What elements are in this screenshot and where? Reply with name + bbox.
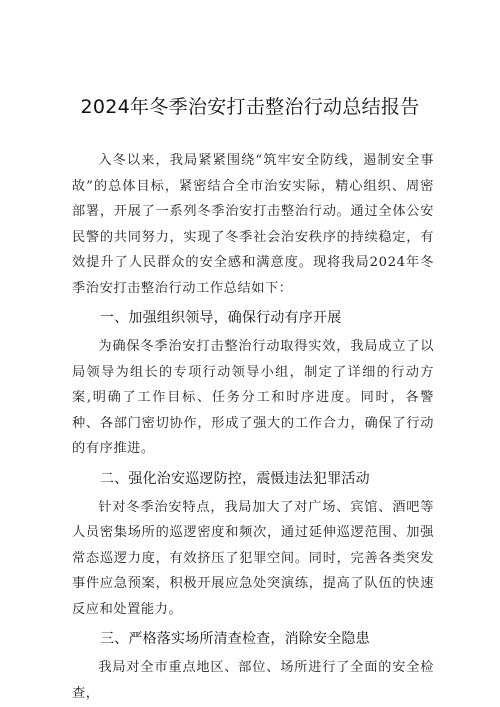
document-title: 2024年冬季治安打击整治行动总结报告 [80, 96, 420, 118]
document-body [72, 148, 434, 706]
section-2 [72, 466, 434, 623]
section-paragraph: 为确保冬季治安打击整治行动取得实效，我局成立了以局领导为组长的专项行动领导小组，制定了详细的行动方案,明确了工作目标、任务分工和时序进度。同时，各警种、各部门密切协作，形成了强大的工作合力，确保了行动的有序推进。 [72, 339, 434, 456]
section-1 [72, 305, 434, 462]
section-paragraph: 针对冬季治安特点，我局加大了对广场、宾馆、酒吧等人员密集场所的巡逻密度和频次，通过延伸巡逻范围、加强常态巡逻力度，有效挤压了犯罪空间。同时，完善各类突发事件应急预案，积极开展应急处突演练，提高了队伍的快速反应和处置能力。 [72, 499, 434, 617]
section-heading: 一、加强组织领导，确保行动有序开展 [100, 310, 342, 326]
section-3 [72, 626, 434, 706]
intro-paragraph: 入冬以来，我局紧紧围绕“筑牢安全防线，遏制安全事故”的总体目标，紧密结合全市治安实际，精心组织、周密部署，开展了一系列冬季治安打击整治行动。通过全体公安民警的共同努力，实现了冬季社会治安秩序的持续稳定，有效提升了人民群众的安全感和满意度。现将我局2024年冬季治安打击整治行动工作总结如下： [72, 153, 434, 296]
section-paragraph: 我局对全市重点地区、部位、场所进行了全面的安全检查， [72, 660, 434, 701]
section-heading: 二、强化治安巡逻防控，震慑违法犯罪活动 [100, 470, 370, 487]
section-heading: 三、严格落实场所清查检查，消除安全隐患 [100, 631, 370, 647]
